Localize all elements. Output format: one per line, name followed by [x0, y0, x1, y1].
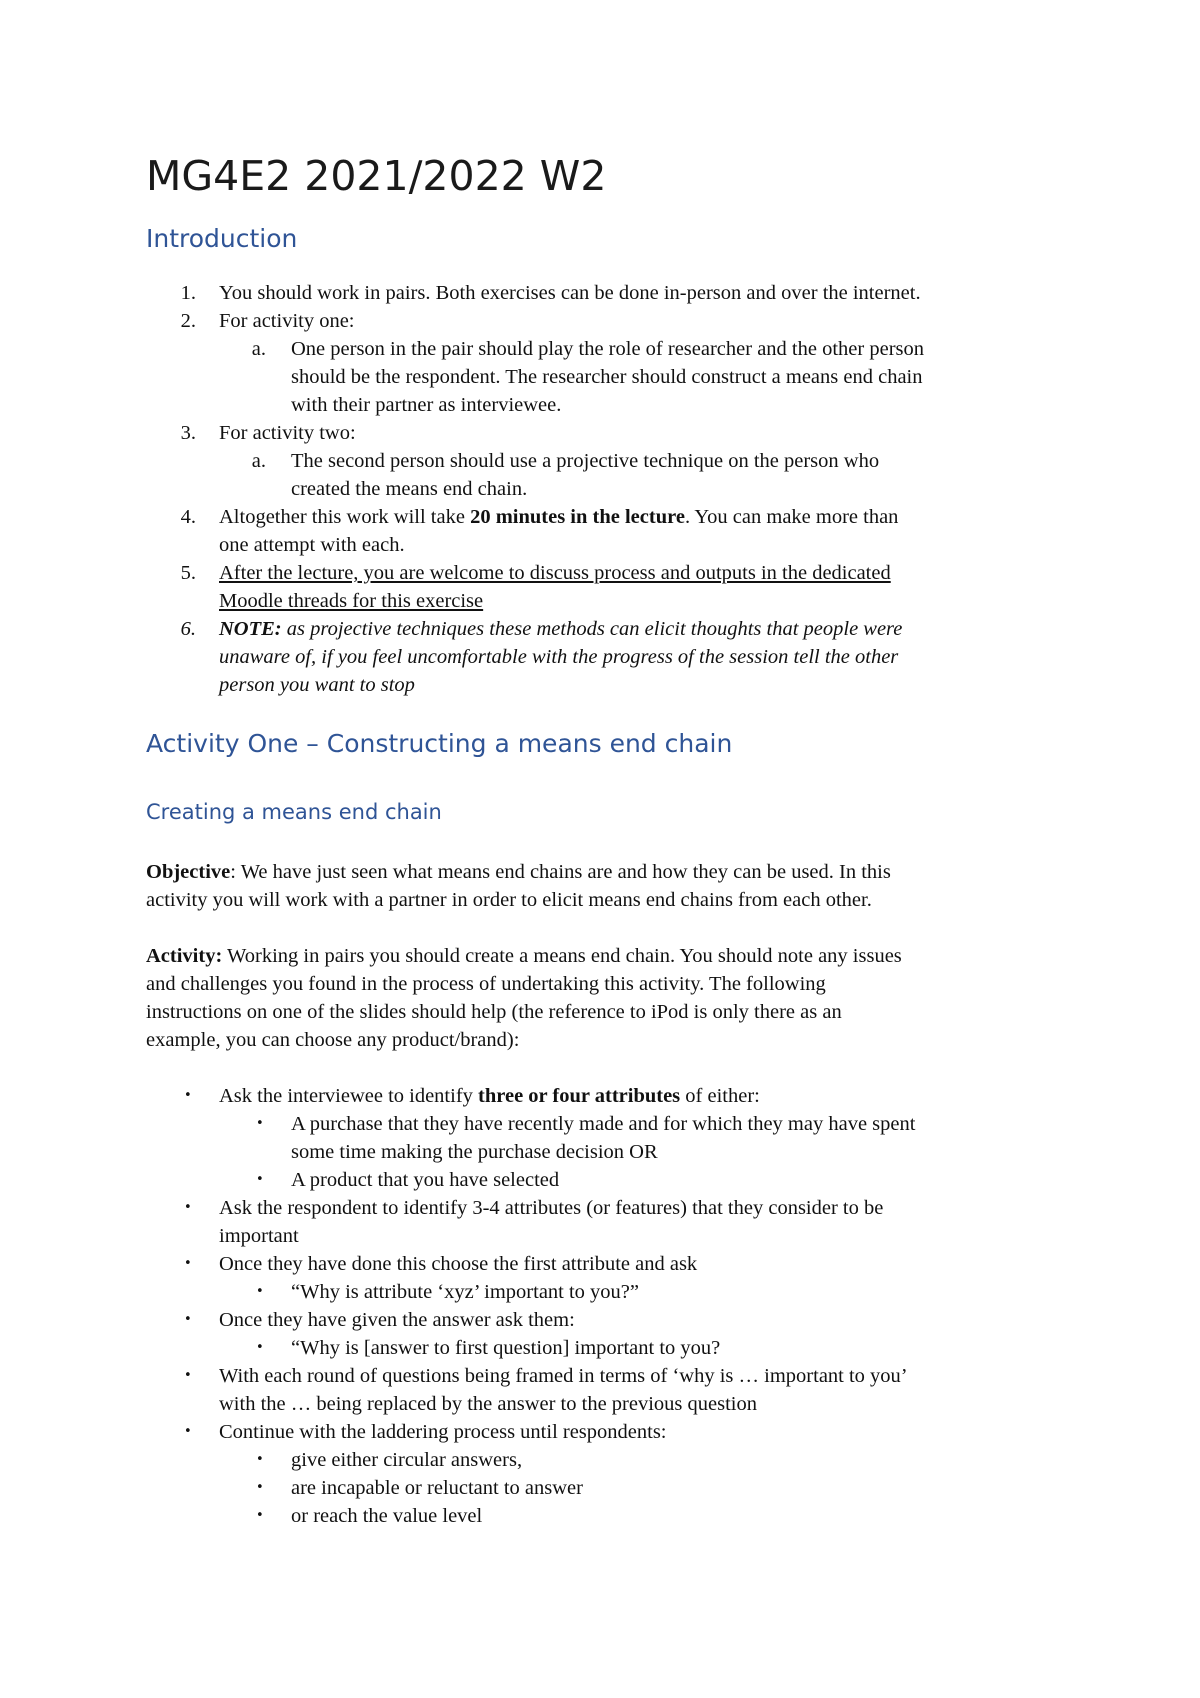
intro-item-6-line3: person you want to stop: [219, 674, 415, 696]
activity-line2: and challenges you found in the process of undertaking this activity. The following: [146, 973, 826, 995]
bullet-5-line2: with the … being replaced by the answer to the previous question: [219, 1393, 757, 1415]
intro-item-3a-line2: created the means end chain.: [291, 478, 528, 500]
intro-item-3-text: For activity two:: [219, 422, 356, 444]
bullet-dot: •: [184, 1200, 192, 1215]
bullet-2-line2: important: [219, 1225, 299, 1247]
bullet-dot: •: [256, 1480, 264, 1495]
bullet-3-text: Once they have done this choose the first attribute and ask: [219, 1253, 698, 1275]
bullet-dot: •: [256, 1340, 264, 1355]
bullet-dot: •: [184, 1312, 192, 1327]
intro-item-4-line1: Altogether this work will take 20 minutes in the lecture. You can make more than: [219, 506, 899, 528]
intro-item-2a-line1: One person in the pair should play the role of researcher and the other person: [291, 338, 924, 360]
intro-item-2-text: For activity one:: [219, 310, 355, 332]
list-number: 4.: [180, 506, 196, 528]
bullet-2-line1: Ask the respondent to identify 3-4 attributes (or features) that they consider to be: [219, 1197, 884, 1219]
bullet-dot: •: [256, 1172, 264, 1187]
bullet-6-text: Continue with the laddering process until respondents:: [219, 1421, 667, 1443]
intro-item-5-line2: Moodle threads for this exercise: [219, 590, 484, 612]
bullet-5-line1: With each round of questions being framed in terms of ‘why is … important to you’: [219, 1365, 908, 1387]
objective-line2: activity you will work with a partner in order to elicit means end chains from each other.: [146, 889, 872, 911]
document-title: MG4E2 2021/2022 W2: [146, 152, 607, 200]
bullet-1-sub-1-line1: A purchase that they have recently made and for which they may have spent: [291, 1113, 916, 1135]
activity-line1: Activity: Working in pairs you should create a means end chain. You should note any issues: [146, 945, 902, 967]
bullet-dot: •: [256, 1284, 264, 1299]
bullet-dot: •: [184, 1424, 192, 1439]
intro-item-3a-line1: The second person should use a projective technique on the person who: [291, 450, 880, 472]
emphasis-text: three or four attributes: [478, 1085, 681, 1107]
bullet-dot: •: [184, 1088, 192, 1103]
activity-one-heading: Activity One – Constructing a means end chain: [146, 729, 733, 758]
bullet-dot: •: [256, 1116, 264, 1131]
emphasis-text: 20 minutes in the lecture: [470, 506, 685, 528]
bullet-6-sub-3: or reach the value level: [291, 1505, 483, 1527]
activity-line3: instructions on one of the slides should help (the reference to iPod is only there as an: [146, 1001, 842, 1023]
intro-item-1-text: You should work in pairs. Both exercises can be done in-person and over the internet.: [219, 282, 921, 304]
bullet-dot: •: [184, 1256, 192, 1271]
bullet-4-sub-1: “Why is [answer to first question] important to you?: [291, 1337, 721, 1359]
list-number: 2.: [180, 310, 196, 332]
list-number: 1.: [180, 282, 196, 304]
activity-line4: example, you can choose any product/brand):: [146, 1029, 520, 1051]
sublist-letter: a.: [251, 338, 266, 360]
list-number: 3.: [180, 422, 196, 444]
objective-label: Objective: [146, 861, 231, 883]
objective-line1: Objective: We have just seen what means end chains are and how they can be used. In this: [146, 861, 891, 883]
introduction-heading: Introduction: [146, 224, 298, 253]
intro-item-4-line2: one attempt with each.: [219, 534, 405, 556]
bullet-6-sub-1: give either circular answers,: [291, 1449, 523, 1471]
bullet-4-text: Once they have given the answer ask them:: [219, 1309, 575, 1331]
bullet-6-sub-2: are incapable or reluctant to answer: [291, 1477, 583, 1499]
note-label: NOTE:: [219, 618, 282, 640]
intro-item-2a-line3: with their partner as interviewee.: [291, 394, 562, 416]
bullet-dot: •: [256, 1508, 264, 1523]
list-number: 6.: [180, 618, 196, 640]
intro-item-2a-line2: should be the respondent. The researcher should construct a means end chain: [291, 366, 923, 388]
bullet-1-sub-2: A product that you have selected: [291, 1169, 560, 1191]
list-number: 5.: [180, 562, 196, 584]
intro-item-6-line1: NOTE: as projective techniques these methods can elicit thoughts that people were: [219, 618, 903, 640]
bullet-dot: •: [256, 1452, 264, 1467]
bullet-dot: •: [184, 1368, 192, 1383]
creating-chain-subheading: Creating a means end chain: [146, 800, 442, 824]
intro-item-5-line1: After the lecture, you are welcome to discuss process and outputs in the dedicated: [219, 562, 891, 584]
bullet-1-text: Ask the interviewee to identify three or four attributes of either:: [219, 1085, 760, 1107]
activity-label: Activity:: [146, 945, 223, 967]
bullet-1-sub-1-line2: some time making the purchase decision OR: [291, 1141, 658, 1163]
bullet-3-sub-1: “Why is attribute ‘xyz’ important to you?”: [291, 1281, 640, 1303]
sublist-letter: a.: [251, 450, 266, 472]
intro-item-6-line2: unaware of, if you feel uncomfortable with the progress of the session tell the other: [219, 646, 899, 668]
